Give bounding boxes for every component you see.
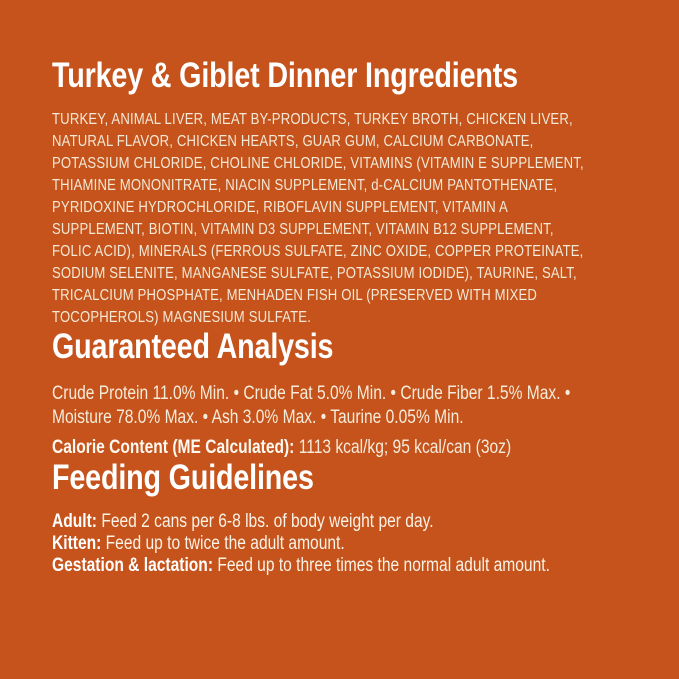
ingredients-line: SODIUM SELENITE, MANGANESE SULFATE, POTASSIUM IODIDE), TAURINE, SALT, [52,265,577,282]
ingredients-line: FOLIC ACID), MINERALS (FERROUS SULFATE, ZINC OXIDE, COPPER PROTEINATE, [52,243,584,260]
feeding-row-adult [52,511,542,533]
feeding-row-text: Feed up to three times the normal adult amount. [213,555,550,576]
calorie-content-value: 1113 kcal/kg; 95 kcal/can (3oz) [294,437,512,458]
feeding-row-gestation [52,555,550,577]
feeding-row-text: Feed 2 cans per 6-8 lbs. of body weight per day. [96,511,434,532]
calorie-content-label: Calorie Content (ME Calculated): [52,437,295,458]
feeding-row-kitten [52,533,542,555]
analysis-line: Crude Protein 11.0% Min. • Crude Fat 5.0% Min. • Crude Fiber 1.5% Max. • [52,383,571,404]
feeding-row-text: Feed up to twice the adult amount. [101,533,345,554]
ingredients-title: Turkey & Giblet Dinner Ingredients [52,56,518,95]
ingredients-line: TURKEY, ANIMAL LIVER, MEAT BY-PRODUCTS, TURKEY BROTH, CHICKEN LIVER, [52,111,573,128]
calorie-content-line [52,436,542,460]
feeding-row-label: Adult: [52,511,97,532]
guaranteed-analysis-title: Guaranteed Analysis [52,327,334,366]
analysis-line: Moisture 78.0% Max. • Ash 3.0% Max. • Taurine 0.05% Min. [52,407,464,428]
ingredients-line: NATURAL FLAVOR, CHICKEN HEARTS, GUAR GUM, CALCIUM CARBONATE, [52,133,534,150]
ingredients-line: SUPPLEMENT, BIOTIN, VITAMIN D3 SUPPLEMENT, VITAMIN B12 SUPPLEMENT, [52,221,554,238]
ingredients-line: TOCOPHEROLS) MAGNESIUM SULFATE. [52,309,312,326]
feeding-guidelines-list [52,511,649,577]
feeding-row-label: Gestation & lactation: [52,555,214,576]
ingredients-line: THIAMINE MONONITRATE, NIACIN SUPPLEMENT, d-CALCIUM PANTOTHENATE, [52,177,558,194]
feeding-row-label: Kitten: [52,533,102,554]
guaranteed-analysis-values [52,382,649,430]
ingredients-line: POTASSIUM CHLORIDE, CHOLINE CHLORIDE, VITAMINS (VITAMIN E SUPPLEMENT, [52,155,584,172]
feeding-guidelines-title: Feeding Guidelines [52,458,314,497]
ingredients-list [52,109,649,329]
ingredients-line: PYRIDOXINE HYDROCHLORIDE, RIBOFLAVIN SUPPLEMENT, VITAMIN A [52,199,508,216]
ingredients-line: TRICALCIUM PHOSPHATE, MENHADEN FISH OIL (PRESERVED WITH MIXED [52,287,538,304]
